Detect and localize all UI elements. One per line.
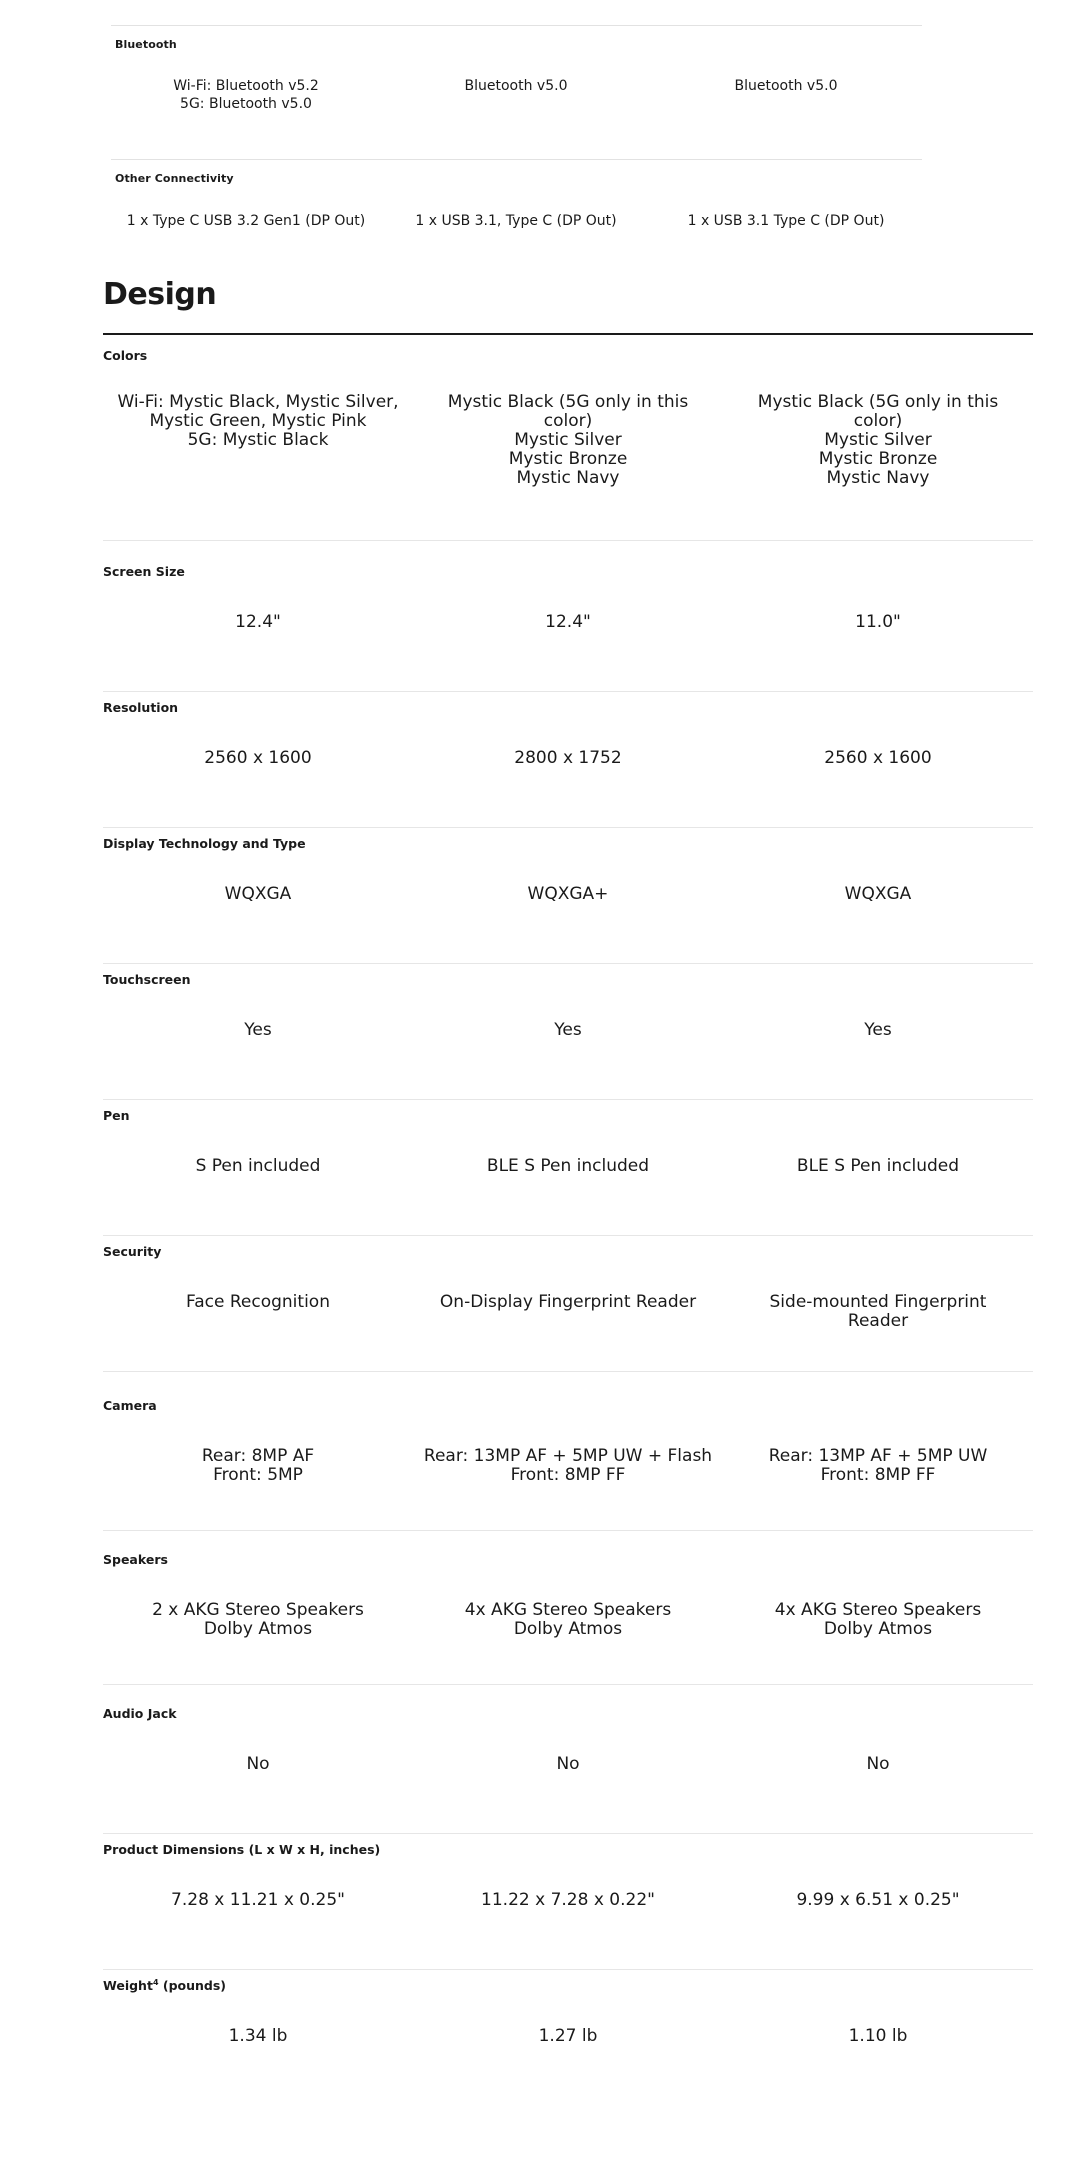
spec-label	[103, 1552, 168, 1567]
spec-value	[413, 2027, 723, 2046]
row-divider	[103, 540, 1033, 541]
row-divider	[103, 1684, 1033, 1685]
spec-value	[111, 77, 381, 113]
spec-value-line: Mystic Bronze	[818, 449, 938, 469]
spec-value-line: Face Recognition	[186, 1292, 330, 1312]
spec-value-line: Yes	[864, 1020, 892, 1040]
spec-value	[723, 1293, 1033, 1331]
spec-label-other-connectivity: Other Connectivity	[115, 172, 234, 185]
spec-value-line: No	[866, 1754, 890, 1774]
spec-value-line: 2560 x 1600	[824, 748, 932, 768]
spec-value	[723, 885, 1033, 904]
spec-label	[103, 836, 306, 851]
spec-values	[103, 885, 1033, 904]
row-divider	[103, 1099, 1033, 1100]
section-divider	[111, 25, 922, 26]
spec-value	[413, 749, 723, 768]
spec-value-line: Bluetooth v5.0	[464, 78, 568, 94]
footnote-marker: 4	[152, 1978, 159, 1987]
row-divider	[103, 1833, 1033, 1834]
spec-value-line: Mystic Black (5G only in this	[757, 392, 999, 412]
spec-value	[413, 1891, 723, 1910]
spec-label	[103, 700, 178, 715]
spec-value	[723, 2027, 1033, 2046]
spec-label-text: Security	[103, 1244, 162, 1259]
spec-value	[103, 613, 413, 632]
spec-value-line: 1.27 lb	[538, 2026, 598, 2046]
spec-value-line: Mystic Silver	[824, 430, 932, 450]
section-heading-rule	[103, 333, 1033, 335]
spec-value-line: Rear: 13MP AF + 5MP UW	[768, 1446, 988, 1466]
spec-value-line: 2560 x 1600	[204, 748, 312, 768]
row-divider	[103, 1371, 1033, 1372]
spec-values	[103, 393, 1033, 488]
spec-value	[723, 393, 1033, 488]
spec-label-text: Camera	[103, 1398, 157, 1413]
spec-value-line: color)	[853, 411, 903, 431]
spec-value	[413, 393, 723, 488]
spec-value	[413, 1755, 723, 1774]
spec-value	[723, 1021, 1033, 1040]
spec-value-line: 12.4"	[235, 612, 281, 632]
spec-value	[103, 1447, 413, 1485]
spec-value	[103, 1601, 413, 1639]
spec-value-line: BLE S Pen included	[486, 1156, 650, 1176]
spec-value-line: Dolby Atmos	[203, 1619, 313, 1639]
spec-value	[413, 613, 723, 632]
spec-value-line: Bluetooth v5.0	[734, 78, 838, 94]
spec-value-line: Mystic Green, Mystic Pink	[149, 411, 367, 431]
spec-value	[111, 212, 381, 230]
spec-values	[103, 749, 1033, 768]
spec-values	[103, 1601, 1033, 1639]
spec-value	[381, 77, 651, 113]
spec-value	[413, 1293, 723, 1331]
spec-value-line: Mystic Navy	[516, 468, 620, 488]
spec-value	[413, 1157, 723, 1176]
spec-value-line: Reader	[847, 1311, 909, 1331]
row-divider	[103, 1530, 1033, 1531]
spec-value-line: Front: 8MP FF	[820, 1465, 936, 1485]
section-title-design: Design	[103, 277, 217, 312]
spec-value-line: 2 x AKG Stereo Speakers	[152, 1600, 364, 1620]
spec-label-text: Pen	[103, 1108, 130, 1123]
spec-value	[723, 1601, 1033, 1639]
spec-values	[103, 1891, 1033, 1910]
spec-value	[651, 212, 921, 230]
section-divider	[111, 159, 922, 160]
spec-value	[651, 77, 921, 113]
spec-value	[381, 212, 651, 230]
spec-values	[103, 1755, 1033, 1774]
row-divider	[103, 1235, 1033, 1236]
spec-value-line: No	[556, 1754, 580, 1774]
spec-value	[103, 1293, 413, 1331]
spec-value-line: Yes	[554, 1020, 582, 1040]
spec-value-line: 7.28 x 11.21 x 0.25"	[171, 1890, 345, 1910]
spec-label-text: Colors	[103, 348, 148, 363]
spec-value-line: 12.4"	[545, 612, 591, 632]
spec-label	[103, 972, 191, 987]
spec-value-line: Dolby Atmos	[823, 1619, 933, 1639]
spec-value-line: Mystic Silver	[514, 430, 622, 450]
spec-values	[103, 1021, 1033, 1040]
spec-value-line: 2800 x 1752	[514, 748, 622, 768]
spec-value-line: Mystic Black (5G only in this	[447, 392, 689, 412]
spec-label-text: Resolution	[103, 700, 179, 715]
spec-value	[723, 613, 1033, 632]
spec-label-text: Product Dimensions (L x W x H, inches)	[103, 1842, 381, 1857]
spec-value-line: 1 x USB 3.1, Type C (DP Out)	[415, 213, 617, 229]
spec-value-line: S Pen included	[195, 1156, 321, 1176]
spec-value-line: BLE S Pen included	[796, 1156, 960, 1176]
spec-value	[103, 2027, 413, 2046]
spec-value	[103, 393, 413, 488]
spec-label	[103, 1398, 157, 1413]
spec-values	[103, 2027, 1033, 2046]
spec-value-line: Side-mounted Fingerprint	[769, 1292, 987, 1312]
spec-values	[103, 1447, 1033, 1485]
spec-value-line: 1 x USB 3.1 Type C (DP Out)	[687, 213, 885, 229]
spec-value	[103, 1891, 413, 1910]
spec-value-line: WQXGA	[224, 884, 292, 904]
spec-label-text: Weight	[103, 1978, 153, 1994]
spec-value	[723, 749, 1033, 768]
spec-label	[103, 1244, 161, 1259]
spec-value-line: 9.99 x 6.51 x 0.25"	[796, 1890, 960, 1910]
spec-value-line: Front: 8MP FF	[510, 1465, 626, 1485]
spec-value	[723, 1447, 1033, 1485]
spec-value-line: Mystic Bronze	[508, 449, 628, 469]
spec-value-line: 5G: Mystic Black	[187, 430, 329, 450]
spec-value	[103, 1157, 413, 1176]
spec-value	[103, 885, 413, 904]
spec-value-line: Rear: 13MP AF + 5MP UW + Flash	[423, 1446, 713, 1466]
spec-value-line: Yes	[244, 1020, 272, 1040]
spec-value	[103, 749, 413, 768]
spec-label	[103, 1842, 380, 1857]
spec-value-line: color)	[543, 411, 593, 431]
spec-value-line: 4x AKG Stereo Speakers	[464, 1600, 672, 1620]
spec-value	[413, 885, 723, 904]
spec-label-bluetooth: Bluetooth	[115, 38, 177, 51]
spec-value	[723, 1157, 1033, 1176]
row-divider	[103, 827, 1033, 828]
spec-value	[103, 1021, 413, 1040]
spec-value-line: WQXGA	[844, 884, 912, 904]
spec-label	[103, 1978, 226, 1993]
spec-value-line: 5G: Bluetooth v5.0	[180, 96, 312, 112]
spec-value-line: Dolby Atmos	[513, 1619, 623, 1639]
row-divider	[103, 691, 1033, 692]
spec-value	[723, 1891, 1033, 1910]
spec-value-line: 1.34 lb	[228, 2026, 288, 2046]
spec-label-text: Screen Size	[103, 564, 185, 579]
spec-value-line: 1 x Type C USB 3.2 Gen1 (DP Out)	[126, 213, 366, 229]
spec-label	[103, 1108, 130, 1123]
spec-label-text: Audio Jack	[103, 1706, 177, 1721]
spec-value-line: Front: 5MP	[213, 1465, 303, 1485]
spec-values	[103, 1157, 1033, 1176]
spec-value	[413, 1447, 723, 1485]
spec-label-text: Speakers	[103, 1552, 168, 1567]
spec-value-line: 1.10 lb	[848, 2026, 908, 2046]
spec-label	[103, 1706, 177, 1721]
spec-value-line: On-Display Fingerprint Reader	[439, 1292, 697, 1312]
spec-value-line: Rear: 8MP AF	[201, 1446, 315, 1466]
spec-values-other-connectivity	[111, 212, 922, 230]
spec-value-line: No	[246, 1754, 270, 1774]
row-divider	[103, 963, 1033, 964]
spec-label-text: Touchscreen	[103, 972, 191, 987]
spec-values	[103, 613, 1033, 632]
spec-value-line: 11.0"	[855, 612, 901, 632]
spec-value-line: Wi-Fi: Mystic Black, Mystic Silver,	[117, 392, 399, 412]
spec-value-line: 4x AKG Stereo Speakers	[774, 1600, 982, 1620]
spec-value-line: Wi-Fi: Bluetooth v5.2	[173, 78, 319, 94]
spec-value	[723, 1755, 1033, 1774]
spec-value	[103, 1755, 413, 1774]
spec-label	[103, 348, 147, 363]
spec-label-text: Display Technology and Type	[103, 836, 306, 851]
spec-value-line: Mystic Navy	[826, 468, 930, 488]
spec-values-bluetooth	[111, 77, 922, 113]
spec-values	[103, 1293, 1033, 1331]
spec-value-line: 11.22 x 7.28 x 0.22"	[481, 1890, 655, 1910]
connectivity-section	[111, 24, 922, 244]
spec-label	[103, 564, 185, 579]
row-divider	[103, 1969, 1033, 1970]
spec-label-suffix: (pounds)	[158, 1978, 227, 1994]
spec-value	[413, 1021, 723, 1040]
spec-value-line: WQXGA+	[527, 884, 609, 904]
spec-value	[413, 1601, 723, 1639]
